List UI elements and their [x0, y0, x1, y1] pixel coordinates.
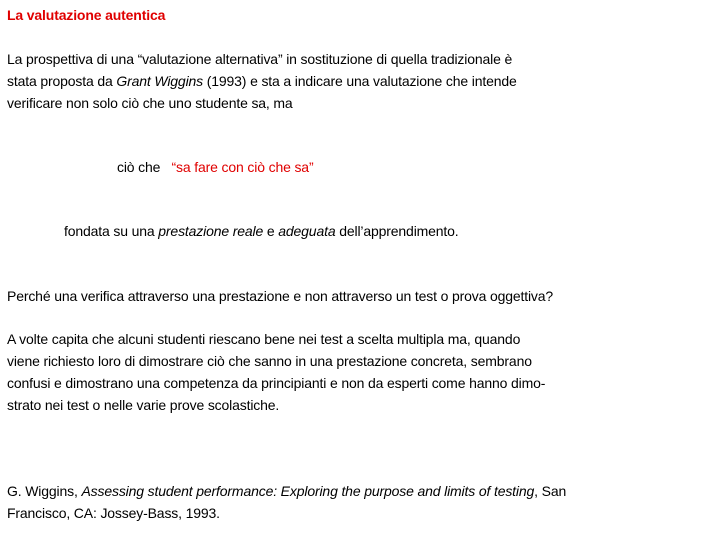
text: G. Wiggins,	[7, 483, 82, 499]
intro-line: verificare non solo ciò che uno studente sa, ma	[7, 95, 293, 111]
emphasis: prestazione reale	[158, 223, 264, 239]
reference-line	[7, 480, 566, 502]
text: dell’apprendimento.	[335, 223, 459, 239]
text: fondata su una	[64, 223, 159, 239]
answer-line: strato nei test o nelle varie prove scolastiche.	[7, 397, 280, 413]
text: e	[263, 223, 279, 239]
intro-line: La prospettiva di una “valutazione alternativa” in sostituzione di quella tradizionale è	[7, 51, 513, 67]
text: (1993) e sta a indicare una valutazione che intende	[203, 73, 517, 89]
question: Perché una verifica attraverso una prestazione e non attraverso un test o prova oggettiva?	[7, 288, 554, 304]
text: , San	[534, 483, 567, 499]
based-line	[64, 220, 459, 242]
book-title: Assessing student performance: Exploring the purpose and limits of testing	[81, 483, 535, 499]
slide-title: La valutazione autentica	[7, 7, 166, 23]
text: stata proposta da	[7, 73, 117, 89]
intro-line	[7, 70, 517, 92]
answer-line: viene richiesto loro di dimostrare ciò che sanno in una prestazione concreta, sembrano	[7, 353, 532, 369]
author-name: Grant Wiggins	[116, 73, 204, 89]
reference-line: Francisco, CA: Jossey-Bass, 1993.	[7, 505, 220, 521]
answer-line: confusi e dimostrano una competenza da principianti e non da esperti come hanno dimo-	[7, 375, 546, 391]
highlight-quote: “sa fare con ciò che sa”	[171, 159, 314, 175]
emphasis: adeguata	[278, 223, 336, 239]
highlight-line	[117, 156, 313, 178]
text: ciò che	[117, 159, 165, 175]
answer-line: A volte capita che alcuni studenti riescano bene nei test a scelta multipla ma, quando	[7, 331, 521, 347]
